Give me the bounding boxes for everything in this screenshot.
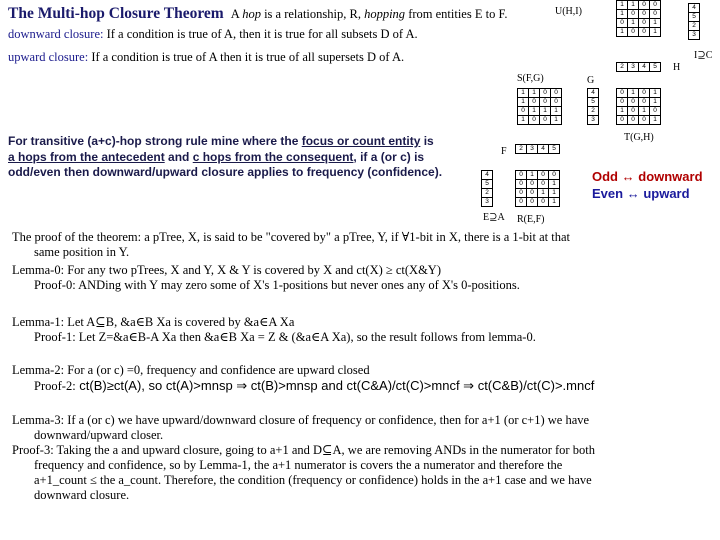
odd-arrow-icon: ↔ — [621, 169, 635, 184]
matrix-cell: 1 — [538, 189, 549, 198]
r-matrix — [515, 170, 560, 207]
matrix-cell: 0 — [628, 98, 639, 107]
matrix-side-cell: 4 — [482, 171, 493, 180]
matrix-cell: 0 — [617, 98, 628, 107]
matrix-cell: 0 — [650, 10, 661, 19]
matrix-side-cell: 4 — [588, 89, 599, 98]
page-title — [8, 5, 508, 23]
matrix-cell: 0 — [527, 198, 538, 207]
matrix-cell: 0 — [551, 98, 562, 107]
matrix-cell: 1 — [540, 107, 551, 116]
lemma-3: Lemma-3: If a (or c) we have upward/downward closure of frequency or confidence, then for a+1 (or c+1) we have downward/upward closer. Proof-3: Taking the a and upward closure, going to a+1 and D⊆A, we are removing ANDs in the numerator for both frequency and confidence, so by Lemma-1, the a+1 numerator is covers the a numerator and therefore the a+1_count ≤ the a_count. Therefore, the condition (frequency or confidence) holds in the a+1 case and we have downward closure. — [12, 413, 595, 502]
matrix-side-cell: 2 — [689, 22, 700, 31]
u-matrix — [616, 0, 661, 37]
matrix-cell: 1 — [518, 89, 529, 98]
downward-term: downward closure: — [8, 27, 104, 41]
matrix-cell: 0 — [529, 98, 540, 107]
matrix-cell: 1 — [650, 19, 661, 28]
matrix-cell: 1 — [628, 89, 639, 98]
even-arrow-icon: ↔ — [626, 186, 640, 201]
matrix-cell: 0 — [617, 116, 628, 125]
matrix-side-cell: 2 — [588, 107, 599, 116]
matrix-side-cell: 2 — [482, 189, 493, 198]
matrix-cell: 1 — [628, 19, 639, 28]
matrix-cell: 0 — [527, 180, 538, 189]
proof-intro: The proof of the theorem: a pTree, X, is said to be "covered by" a pTree, Y, if ∀1-bit in X, there is a 1-bit at that same position in Y. — [12, 230, 571, 259]
matrix-cell: 0 — [540, 89, 551, 98]
matrix-header-cell: 3 — [628, 63, 639, 72]
odd-even-legend — [592, 168, 703, 202]
matrix-cell: 1 — [617, 28, 628, 37]
matrix-cell: 1 — [549, 198, 560, 207]
upward-term: upward closure: — [8, 50, 89, 64]
h-header-row — [616, 62, 661, 72]
matrix-cell: 0 — [628, 107, 639, 116]
matrix-cell: 0 — [516, 180, 527, 189]
f-label: F — [501, 146, 507, 157]
matrix-header-cell: 2 — [617, 63, 628, 72]
matrix-cell: 0 — [628, 10, 639, 19]
odd-label: Odd — [592, 169, 618, 184]
u-side-column — [688, 3, 700, 40]
matrix-cell: 1 — [529, 89, 540, 98]
matrix-cell: 0 — [650, 107, 661, 116]
matrix-cell: 0 — [516, 189, 527, 198]
matrix-cell: 1 — [650, 89, 661, 98]
matrix-cell: 1 — [529, 107, 540, 116]
matrix-cell: 1 — [549, 189, 560, 198]
matrix-cell: 0 — [639, 28, 650, 37]
h-label: H — [673, 62, 681, 73]
matrix-side-cell: 3 — [689, 31, 700, 40]
s-side-column — [587, 88, 599, 125]
matrix-cell: 1 — [617, 1, 628, 10]
matrix-side-cell: 5 — [482, 180, 493, 189]
u-matrix-label: U(H,I) — [555, 6, 582, 17]
t-matrix — [616, 88, 661, 125]
matrix-cell: 0 — [540, 116, 551, 125]
matrix-cell: 1 — [518, 116, 529, 125]
r-matrix-label: R(E,F) — [517, 214, 545, 225]
matrix-cell: 0 — [639, 98, 650, 107]
downward-closure-def: downward closure: If a condition is true of A, then it is true for all subsets D of A. — [8, 27, 418, 41]
matrix-cell: 0 — [538, 171, 549, 180]
matrix-cell: 0 — [551, 89, 562, 98]
matrix-header-cell: 3 — [527, 145, 538, 154]
matrix-cell: 0 — [628, 116, 639, 125]
upward-closure-def: upward closure: If a condition is true of A then it is true of all supersets D of A. — [8, 50, 405, 64]
matrix-cell: 0 — [639, 1, 650, 10]
matrix-side-cell: 4 — [689, 4, 700, 13]
matrix-cell: 0 — [639, 116, 650, 125]
matrix-cell: 0 — [639, 19, 650, 28]
matrix-side-cell: 5 — [689, 13, 700, 22]
matrix-cell: 0 — [529, 116, 540, 125]
odd-value: downward — [638, 169, 703, 184]
matrix-cell: 0 — [518, 107, 529, 116]
even-value: upward — [643, 186, 690, 201]
matrix-cell: 0 — [516, 198, 527, 207]
matrix-cell: 0 — [549, 171, 560, 180]
matrix-cell: 1 — [628, 1, 639, 10]
matrix-cell: 0 — [538, 180, 549, 189]
matrix-cell: 1 — [551, 116, 562, 125]
matrix-header-cell: 5 — [650, 63, 661, 72]
lemma-1: Lemma-1: Let A⊆B, &a∈B Xa is covered by &a∈A Xa Proof-1: Let Z=&a∈B-A Xa then &a∈B Xa = Z & (&a∈A Xa), so the result follows from lemma-0. — [12, 315, 536, 344]
i-label: I⊇C — [694, 50, 713, 61]
transitive-rule-text: For transitive (a+c)-hop strong rule mine where the focus or count entity is a hops from the antecedent and c hops from the consequent, if a (or c) is odd/even then downward/upward closure applies to frequency (confidence). — [8, 134, 443, 179]
matrix-cell: 1 — [617, 107, 628, 116]
matrix-header-cell: 2 — [516, 145, 527, 154]
matrix-cell: 1 — [617, 10, 628, 19]
matrix-cell: 0 — [617, 89, 628, 98]
s-matrix-label: S(F,G) — [517, 73, 544, 84]
matrix-cell: 1 — [549, 180, 560, 189]
matrix-cell: 1 — [551, 107, 562, 116]
matrix-header-cell: 4 — [639, 63, 650, 72]
matrix-cell: 0 — [538, 198, 549, 207]
e-label: E⊇A — [483, 212, 505, 223]
matrix-cell: 1 — [650, 98, 661, 107]
matrix-cell: 0 — [540, 98, 551, 107]
r-header-row — [515, 144, 560, 154]
g-label: G — [587, 75, 595, 86]
matrix-cell: 1 — [518, 98, 529, 107]
matrix-cell: 1 — [527, 171, 538, 180]
matrix-side-cell: 3 — [588, 116, 599, 125]
even-label: Even — [592, 186, 624, 201]
matrix-side-cell: 5 — [588, 98, 599, 107]
title-subtitle: A hop is a relationship, R, hopping from entities E to F. — [230, 7, 508, 21]
matrix-cell: 0 — [516, 171, 527, 180]
title-heading: The Multi-hop Closure Theorem — [8, 5, 224, 22]
matrix-cell: 0 — [527, 189, 538, 198]
matrix-cell: 0 — [628, 28, 639, 37]
matrix-cell: 1 — [639, 107, 650, 116]
s-matrix — [517, 88, 562, 125]
matrix-cell: 0 — [639, 10, 650, 19]
matrix-header-cell: 5 — [549, 145, 560, 154]
matrix-cell: 1 — [650, 28, 661, 37]
t-matrix-label: T(G,H) — [624, 132, 654, 143]
matrix-header-cell: 4 — [538, 145, 549, 154]
matrix-cell: 0 — [639, 89, 650, 98]
lemma-2: Lemma-2: For a (or c) =0, frequency and confidence are upward closed Proof-2: ct(B)≥ct(A), so ct(A)>mnsp ⇒ ct(B)>mnsp and ct(C&A)/ct(C)>mncf ⇒ ct(C&B)/ct(C)>.mncf — [12, 363, 595, 393]
r-side-column — [481, 170, 493, 207]
lemma-0: Lemma-0: For any two pTrees, X and Y, X & Y is covered by X and ct(X) ≥ ct(X&Y) Proof-0: ANDing with Y may zero some of X's 1-positions but never ones any of X's 0-positions. — [12, 263, 520, 292]
matrix-side-cell: 3 — [482, 198, 493, 207]
matrix-cell: 1 — [650, 116, 661, 125]
matrix-cell: 0 — [650, 1, 661, 10]
matrix-cell: 0 — [617, 19, 628, 28]
